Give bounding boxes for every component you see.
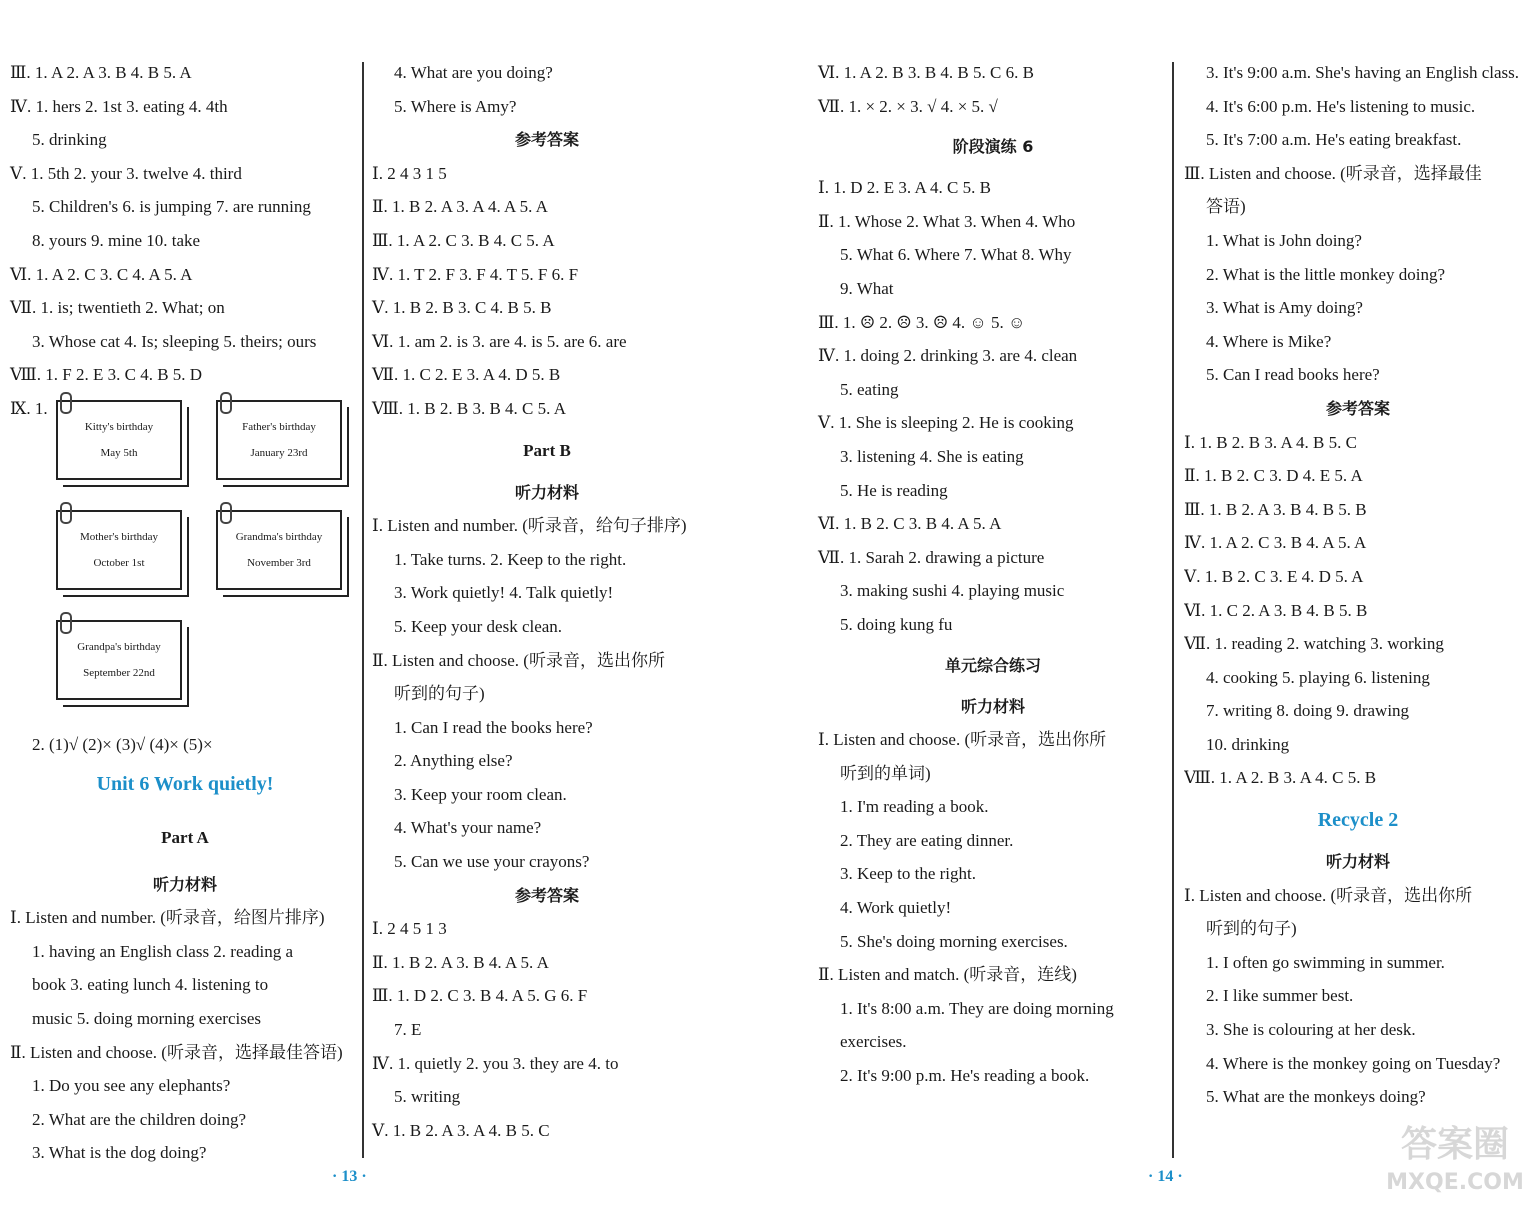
answer-line: 3. She is colouring at her desk. — [1206, 1020, 1416, 1040]
answer-line: Ⅲ. 1. ☹ 2. ☹ 3. ☹ 4. ☺ 5. ☺ — [818, 312, 1026, 332]
answer-line: Ⅶ. 1. is; twentieth 2. What; on — [10, 298, 225, 318]
answer-line: Ⅰ. Listen and number. (听录音，给图片排序) — [10, 908, 325, 928]
answers-title: 参考答案 — [1325, 398, 1390, 418]
card-date: September 22nd — [83, 666, 155, 679]
answer-line: Ⅲ. Listen and choose. (听录音，选择最佳 — [1184, 163, 1482, 183]
answer-line: Ⅵ. 1. B 2. C 3. B 4. A 5. A — [818, 514, 1002, 534]
answer-line: Ⅲ. 1. A 2. A 3. B 4. B 5. A — [10, 63, 192, 82]
answer-line: 2. I like summer best. — [1206, 986, 1354, 1006]
answer-line: Ⅱ. 1. B 2. A 3. B 4. A 5. A — [372, 952, 549, 972]
answer-line: Ⅵ. 1. A 2. B 3. B 4. B 5. C 6. B — [818, 63, 1034, 82]
answer-line: 5. Where is Amy? — [394, 96, 517, 116]
answer-line: book 3. eating lunch 4. listening to — [32, 975, 269, 995]
col2-listening-a — [372, 56, 722, 123]
answer-line: 5. She's doing morning exercises. — [840, 931, 1068, 951]
answer-line: 3. Whose cat 4. Is; sleeping 5. theirs; ours — [32, 331, 317, 351]
answer-line: Ⅴ. 1. B 2. A 3. A 4. B 5. C — [372, 1120, 550, 1140]
answer-line: 7. E — [394, 1020, 422, 1040]
column-1 — [10, 56, 360, 1170]
card-name: Father's birthday — [242, 420, 316, 433]
answer-line: 3. Work quietly! 4. Talk quietly! — [394, 583, 614, 603]
birthday-card — [56, 620, 182, 700]
col1-answers-a — [10, 56, 360, 392]
listening-title: 听力材料 — [514, 482, 579, 502]
answer-line: 2. What is the little monkey doing? — [1206, 264, 1446, 284]
column-3 — [818, 56, 1168, 1093]
paperclip-icon — [220, 502, 232, 524]
answer-line: 3. What is Amy doing? — [1206, 298, 1363, 318]
answer-line: 5. eating — [840, 379, 899, 399]
answer-line: Ⅱ. Listen and choose. (听录音，选择最佳答语) — [10, 1042, 343, 1062]
answer-line: 5. Keep your desk clean. — [394, 616, 563, 636]
answer-line: 5. It's 7:00 a.m. He's eating breakfast. — [1206, 130, 1462, 150]
page-number-right: · 14 · — [1148, 1168, 1183, 1185]
answer-line: 1. Take turns. 2. Keep to the right. — [394, 549, 627, 569]
answer-line: 3. listening 4. She is eating — [840, 446, 1024, 466]
answer-line: Ⅳ. 1. A 2. C 3. B 4. A 5. A — [1184, 533, 1367, 553]
answer-line: Ⅰ. 1. B 2. B 3. A 4. B 5. C — [1184, 432, 1357, 452]
answer-line: 5. What 6. Where 7. What 8. Why — [840, 245, 1072, 265]
answer-line: Ⅱ. Listen and match. (听录音，连线) — [818, 965, 1077, 985]
answer-line: 5. writing — [394, 1087, 461, 1107]
answer-line: Ⅵ. 1. am 2. is 3. are 4. is 5. are 6. are — [372, 331, 627, 351]
col3-answers-a — [818, 56, 1168, 123]
paperclip-icon — [60, 502, 72, 524]
unit-review-title: 单元综合练习 — [944, 655, 1041, 675]
answer-line: 2. Anything else? — [394, 751, 513, 771]
column-2 — [372, 56, 722, 1147]
answer-line: 1. I often go swimming in summer. — [1206, 952, 1445, 972]
answer-line: Ⅱ. 1. Whose 2. What 3. When 4. Who — [818, 211, 1076, 231]
answer-line: exercises. — [840, 1032, 907, 1052]
answer-line: 1. It's 8:00 a.m. They are doing morning — [840, 998, 1114, 1018]
answer-line: Ⅰ. Listen and choose. (听录音，选出你所 — [1184, 885, 1473, 905]
answer-line: music 5. doing morning exercises — [32, 1008, 261, 1028]
answer-line: Ⅰ. 1. D 2. E 3. A 4. C 5. B — [818, 178, 991, 198]
birthday-card — [56, 400, 182, 480]
birthday-card — [216, 510, 342, 590]
answer-line: 4. Where is Mike? — [1206, 331, 1332, 351]
answer-line: 4. cooking 5. playing 6. listening — [1206, 667, 1430, 687]
answer-line: 5. doing kung fu — [840, 614, 953, 634]
col3-answers-b — [818, 171, 1168, 641]
answer-line: Ⅱ. 1. B 2. A 3. A 4. A 5. A — [372, 197, 548, 217]
answer-line: Ⅳ. 1. quietly 2. you 3. they are 4. to — [372, 1053, 619, 1073]
answer-line: 3. making sushi 4. playing music — [840, 581, 1065, 601]
answer-line: 3. It's 9:00 a.m. She's having an English class. — [1206, 63, 1520, 82]
watermark-top: 答案圈 — [1400, 1124, 1509, 1165]
listening-title: 听力材料 — [960, 696, 1025, 716]
recycle-title: Recycle 2 — [1317, 809, 1399, 832]
answer-line: 5. drinking — [32, 130, 107, 150]
birthday-card — [56, 510, 182, 590]
answer-line: Ⅳ. 1. hers 2. 1st 3. eating 4. 4th — [10, 96, 228, 116]
watermark-bottom: MXQE.COM — [1386, 1170, 1524, 1195]
answer-line: Ⅵ. 1. C 2. A 3. B 4. B 5. B — [1184, 600, 1368, 620]
answer-line: Ⅴ. 1. B 2. B 3. C 4. B 5. B — [372, 298, 552, 318]
card-date: November 3rd — [247, 556, 311, 569]
answer-line: 答语) — [1206, 197, 1246, 217]
column-divider — [1172, 62, 1174, 1158]
part-a-title: Part A — [161, 827, 209, 847]
unit-title: Unit 6 Work quietly! — [96, 772, 274, 795]
part-b-title: Part B — [523, 440, 571, 460]
answer-line: Ⅰ. 2 4 5 1 3 — [372, 919, 447, 939]
answer-line: 5. Can I read books here? — [1206, 365, 1380, 385]
answer-line: 2. What are the children doing? — [32, 1109, 246, 1129]
answer-line: 1. Do you see any elephants? — [32, 1076, 231, 1096]
card-name: Grandpa's birthday — [77, 640, 161, 653]
answer-line: Ⅲ. 1. B 2. A 3. B 4. B 5. B — [1184, 499, 1367, 519]
stage-practice-title: 阶段演练 6 — [952, 137, 1034, 157]
answer-line: Ⅱ. 1. B 2. C 3. D 4. E 5. A — [1184, 466, 1363, 486]
card-date: May 5th — [100, 446, 138, 459]
answer-line: 9. What — [840, 278, 894, 298]
answer-line: 2. They are eating dinner. — [840, 830, 1014, 850]
answer-line: 1. I'm reading a book. — [840, 797, 989, 817]
answer-line: Ⅶ. 1. reading 2. watching 3. working — [1184, 634, 1444, 654]
answer-line: 5. What are the monkeys doing? — [1206, 1087, 1426, 1107]
col1-listening-b — [10, 901, 360, 1170]
answer-line: 10. drinking — [1206, 734, 1290, 754]
cards-question-label: Ⅸ. 1. — [10, 398, 48, 418]
watermark-logo — [1380, 1122, 1530, 1212]
answer-line: Ⅵ. 1. A 2. C 3. C 4. A 5. A — [10, 264, 193, 284]
answer-line: Ⅴ. 1. 5th 2. your 3. twelve 4. third — [10, 163, 242, 183]
birthday-cards-section — [10, 392, 360, 728]
answer-line: 1. What is John doing? — [1206, 230, 1362, 250]
col4-listening-c — [1184, 879, 1532, 1114]
answers-title: 参考答案 — [514, 885, 579, 905]
answer-line: 2. It's 9:00 p.m. He's reading a book. — [840, 1066, 1090, 1086]
answer-line: 听到的句子) — [394, 684, 485, 704]
answer-line: 4. What are you doing? — [394, 63, 553, 82]
answer-line: 5. Can we use your crayons? — [394, 852, 590, 872]
paperclip-icon — [220, 392, 232, 414]
answer-line: 1. Can I read the books here? — [394, 717, 593, 737]
answer-line: Ⅴ. 1. B 2. C 3. E 4. D 5. A — [1184, 566, 1364, 586]
answers-title: 参考答案 — [514, 130, 579, 150]
answer-line: Ⅷ. 1. F 2. E 3. C 4. B 5. D — [10, 365, 203, 385]
card-date: October 1st — [93, 556, 145, 569]
col4-listening-a — [1184, 56, 1532, 392]
paperclip-icon — [60, 612, 72, 634]
answer-line: Ⅲ. 1. A 2. C 3. B 4. C 5. A — [372, 230, 555, 250]
answer-line: Ⅶ. 1. Sarah 2. drawing a picture — [818, 547, 1045, 567]
answer-line: 4. It's 6:00 p.m. He's listening to music. — [1206, 96, 1476, 116]
answer-line: Ⅴ. 1. She is sleeping 2. He is cooking — [818, 413, 1074, 433]
column-4 — [1184, 56, 1532, 1114]
col2-answers-b — [372, 157, 722, 426]
answer-line: 4. Work quietly! — [840, 898, 952, 918]
answer-line: 4. Where is the monkey going on Tuesday? — [1206, 1053, 1501, 1073]
answer-line: Ⅶ. 1. × 2. × 3. √ 4. × 5. √ — [818, 96, 998, 116]
answer-line: 3. What is the dog doing? — [32, 1143, 207, 1163]
answer-line: 3. Keep your room clean. — [394, 784, 567, 804]
answer-line: Ⅶ. 1. C 2. E 3. A 4. D 5. B — [372, 365, 561, 385]
answer-line: Ⅲ. 1. D 2. C 3. B 4. A 5. G 6. F — [372, 986, 588, 1006]
answer-line: 听到的单词) — [840, 763, 931, 783]
answer-line: 4. What's your name? — [394, 818, 542, 838]
answer-line: Ⅱ. Listen and choose. (听录音，选出你所 — [372, 650, 665, 670]
birthday-card — [216, 400, 342, 480]
col3-listening-c — [818, 723, 1168, 1093]
answer-line: 7. writing 8. doing 9. drawing — [1206, 701, 1410, 721]
answer-line: Ⅷ. 1. B 2. B 3. B 4. C 5. A — [372, 398, 566, 418]
paperclip-icon — [60, 392, 72, 414]
answer-line: 8. yours 9. mine 10. take — [32, 230, 201, 250]
card-name: Kitty's birthday — [84, 420, 154, 433]
column-divider — [362, 62, 364, 1158]
answer-line: Ⅰ. 2 4 3 1 5 — [372, 163, 447, 183]
page-number-left: · 13 · — [332, 1168, 367, 1185]
listening-title: 听力材料 — [152, 874, 217, 894]
col2-listening-c — [372, 509, 722, 879]
col2-answers-d — [372, 912, 722, 1147]
answer-line: Ⅳ. 1. doing 2. drinking 3. are 4. clean — [818, 346, 1078, 366]
answer-line: 5. Children's 6. is jumping 7. are running — [32, 197, 311, 217]
answer-line: 3. Keep to the right. — [840, 864, 976, 884]
answer-2-checks: 2. (1)√ (2)× (3)√ (4)× (5)× — [32, 734, 213, 754]
answer-line: Ⅷ. 1. A 2. B 3. A 4. C 5. B — [1184, 768, 1377, 788]
answer-line: Ⅰ. Listen and choose. (听录音，选出你所 — [818, 730, 1107, 750]
listening-title: 听力材料 — [1325, 852, 1390, 872]
answer-line: Ⅰ. Listen and number. (听录音，给句子排序) — [372, 516, 687, 536]
col4-answers-b — [1184, 426, 1532, 796]
card-name: Grandma's birthday — [235, 530, 323, 543]
answer-line: Ⅳ. 1. T 2. F 3. F 4. T 5. F 6. F — [372, 264, 579, 284]
answer-line: 5. He is reading — [840, 480, 948, 500]
card-name: Mother's birthday — [79, 530, 159, 543]
answer-line: 1. having an English class 2. reading a — [32, 941, 294, 961]
card-date: January 23rd — [250, 446, 308, 459]
answer-line: 听到的句子) — [1206, 919, 1297, 939]
